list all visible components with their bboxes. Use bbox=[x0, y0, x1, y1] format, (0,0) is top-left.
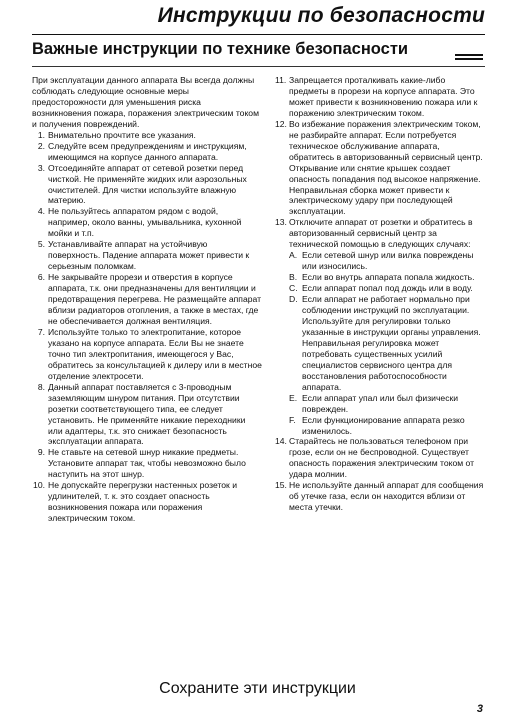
sub-item bbox=[289, 250, 485, 272]
page-number: 3 bbox=[476, 703, 483, 715]
instruction-list-left bbox=[32, 130, 262, 524]
item-text: Старайтесь не пользоваться телефоном при грозе, если он не беспроводной. Существует опасность поражения электрическим током от удара молнии. bbox=[289, 436, 475, 480]
item-number: 9. bbox=[37, 447, 45, 458]
sub-list bbox=[289, 250, 485, 436]
footer-note: Сохраните эти инструкции bbox=[159, 680, 356, 697]
item-number: 7. bbox=[37, 326, 45, 337]
page-title: Инструкции по безопасности bbox=[157, 4, 485, 27]
item-text: Не закрывайте прорези и отверстия в корпусе аппарата, т.к. они предназначены для вентиляции и предотвращения перегрева. Не размещайте аппарат вблизи радиаторов отопления, а также в местах, где не обеспечивается должная вентиляция. bbox=[48, 272, 262, 326]
sub-item bbox=[289, 294, 485, 393]
item-number: 3. bbox=[37, 162, 45, 173]
list-item bbox=[32, 447, 262, 480]
sub-item-text: Если аппарат не работает нормально при соблюдении инструкций по эксплуатации. Используйте для регулировки только указанные в инструкции органы управления. Неправильная регулировка может потребовать существенных усилий специалистов сервисного центра для восстановления работоспособности аппарата. bbox=[302, 294, 481, 392]
item-number: 15. bbox=[275, 480, 287, 491]
list-item bbox=[32, 382, 262, 448]
item-number: 10. bbox=[33, 480, 45, 491]
sub-item-letter: E. bbox=[289, 392, 298, 403]
item-text: Устанавливайте аппарат на устойчивую поверхность. Падение аппарата может привести к серьезным поломкам. bbox=[48, 239, 250, 272]
sub-item-letter: A. bbox=[289, 250, 298, 261]
sub-item bbox=[289, 283, 485, 294]
item-number: 6. bbox=[37, 272, 45, 283]
item-text: Не используйте данный аппарат для сообщения об утечке газа, если он находится вблизи от места утечки. bbox=[289, 480, 484, 513]
item-text: Следуйте всем предупреждениям и инструкциям, имеющимся на корпусе данного аппарата. bbox=[48, 140, 247, 162]
sub-item-text: Если аппарат попал под дождь или в воду. bbox=[302, 283, 473, 294]
sub-item-text: Если сетевой шнур или вилка повреждены или износились. bbox=[302, 250, 474, 272]
item-text: Не ставьте на сетевой шнур никакие предметы. Установите аппарат так, чтобы невозможно было наступить на этот шнур. bbox=[48, 447, 246, 480]
list-item bbox=[32, 130, 262, 141]
item-number: 13. bbox=[275, 217, 287, 228]
list-item bbox=[32, 141, 262, 163]
section-underline bbox=[32, 66, 485, 67]
sub-item-letter: C. bbox=[289, 283, 298, 294]
sub-item-letter: D. bbox=[289, 294, 298, 305]
sub-item bbox=[289, 393, 485, 415]
item-text: Отсоединяйте аппарат от сетевой розетки перед чисткой. Не применяйте жидких или аэрозольных очистителей. Для чистки используйте влажную материю. bbox=[48, 162, 247, 206]
item-number: 14. bbox=[275, 436, 287, 447]
list-item bbox=[275, 217, 485, 436]
list-item bbox=[32, 163, 262, 207]
intro-paragraph: При эксплуатации данного аппарата Вы всегда должны соблюдать следующие основные меры предосторожности для уменьшения риска возникновения пожара, поражения электрическим током и получения повреждений. bbox=[32, 75, 259, 129]
sub-item-text: Если во внутрь аппарата попала жидкость. bbox=[302, 272, 475, 283]
section-title: Важные инструкции по технике безопасности bbox=[32, 40, 409, 58]
title-underline bbox=[32, 34, 485, 35]
list-item bbox=[275, 480, 485, 513]
sub-item bbox=[289, 415, 485, 437]
item-number: 5. bbox=[37, 239, 45, 250]
list-item bbox=[32, 239, 262, 272]
item-text: Данный аппарат поставляется с 3-проводным заземляющим шнуром питания. При отсутствии розетки соответствующего типа, ее следует установить. Не применяйте никакие переходники или адаптеры, т.к. это снижает безопасность эксплуатации аппарата. bbox=[48, 381, 246, 447]
item-number: 2. bbox=[37, 140, 45, 151]
item-text: Не пользуйтесь аппаратом рядом с водой, например, около ванны, умывальника, кухонной мойки и т.п. bbox=[48, 206, 242, 239]
list-item bbox=[32, 206, 262, 239]
instruction-list-right bbox=[275, 75, 485, 513]
item-number: 1. bbox=[37, 129, 45, 140]
item-text: Не допускайте перегрузки настенных розеток и удлинителей, т. к. это создает опасность возникновения пожара или поражения электрическим током. bbox=[48, 480, 238, 524]
sub-item bbox=[289, 272, 485, 283]
item-number: 12. bbox=[275, 118, 287, 129]
right-column bbox=[275, 75, 485, 513]
sub-item-text: Если функционирование аппарата резко изменилось. bbox=[302, 414, 465, 436]
item-text: Во избежание поражения электрическим током, не разбирайте аппарат. Если потребуется техническое обслуживание аппарата, обратитесь в авторизованный сервисный центр. Открывание или снятие крышек создает опасность попадания под высокое напряжение. Неправильная сборка может привести к электрическому удару при последующей эксплуатации. bbox=[289, 118, 483, 217]
item-text: Используйте только то электропитание, которое указано на корпусе аппарата. Если Вы не знаете точно тип электропитания, имеющегося у Вас, обратитесь за консультацией к дилеру или в местное отделение электросети. bbox=[48, 326, 262, 381]
sub-item-letter: B. bbox=[289, 272, 298, 283]
list-item bbox=[32, 480, 262, 524]
sub-item-text: Если аппарат упал или был физически поврежден. bbox=[302, 392, 459, 414]
item-text: Отключите аппарат от розетки и обратитесь в авторизованный сервисный центр за технической помощью в следующих случаях: bbox=[289, 217, 473, 250]
list-item bbox=[32, 327, 262, 382]
equals-bars-icon bbox=[455, 54, 483, 63]
list-item bbox=[32, 272, 262, 327]
list-item bbox=[275, 75, 485, 119]
list-item bbox=[275, 436, 485, 480]
item-text: Внимательно прочтите все указания. bbox=[48, 129, 196, 140]
item-number: 4. bbox=[37, 206, 45, 217]
item-number: 11. bbox=[275, 75, 287, 85]
left-column bbox=[32, 75, 262, 524]
sub-item-letter: F. bbox=[289, 414, 296, 425]
list-item bbox=[275, 119, 485, 218]
item-number: 8. bbox=[37, 381, 45, 392]
item-text: Запрещается проталкивать какие-либо предметы в прорези на корпусе аппарата. Это может привести к возникновению пожара или к поражению электрическим током. bbox=[289, 75, 478, 118]
